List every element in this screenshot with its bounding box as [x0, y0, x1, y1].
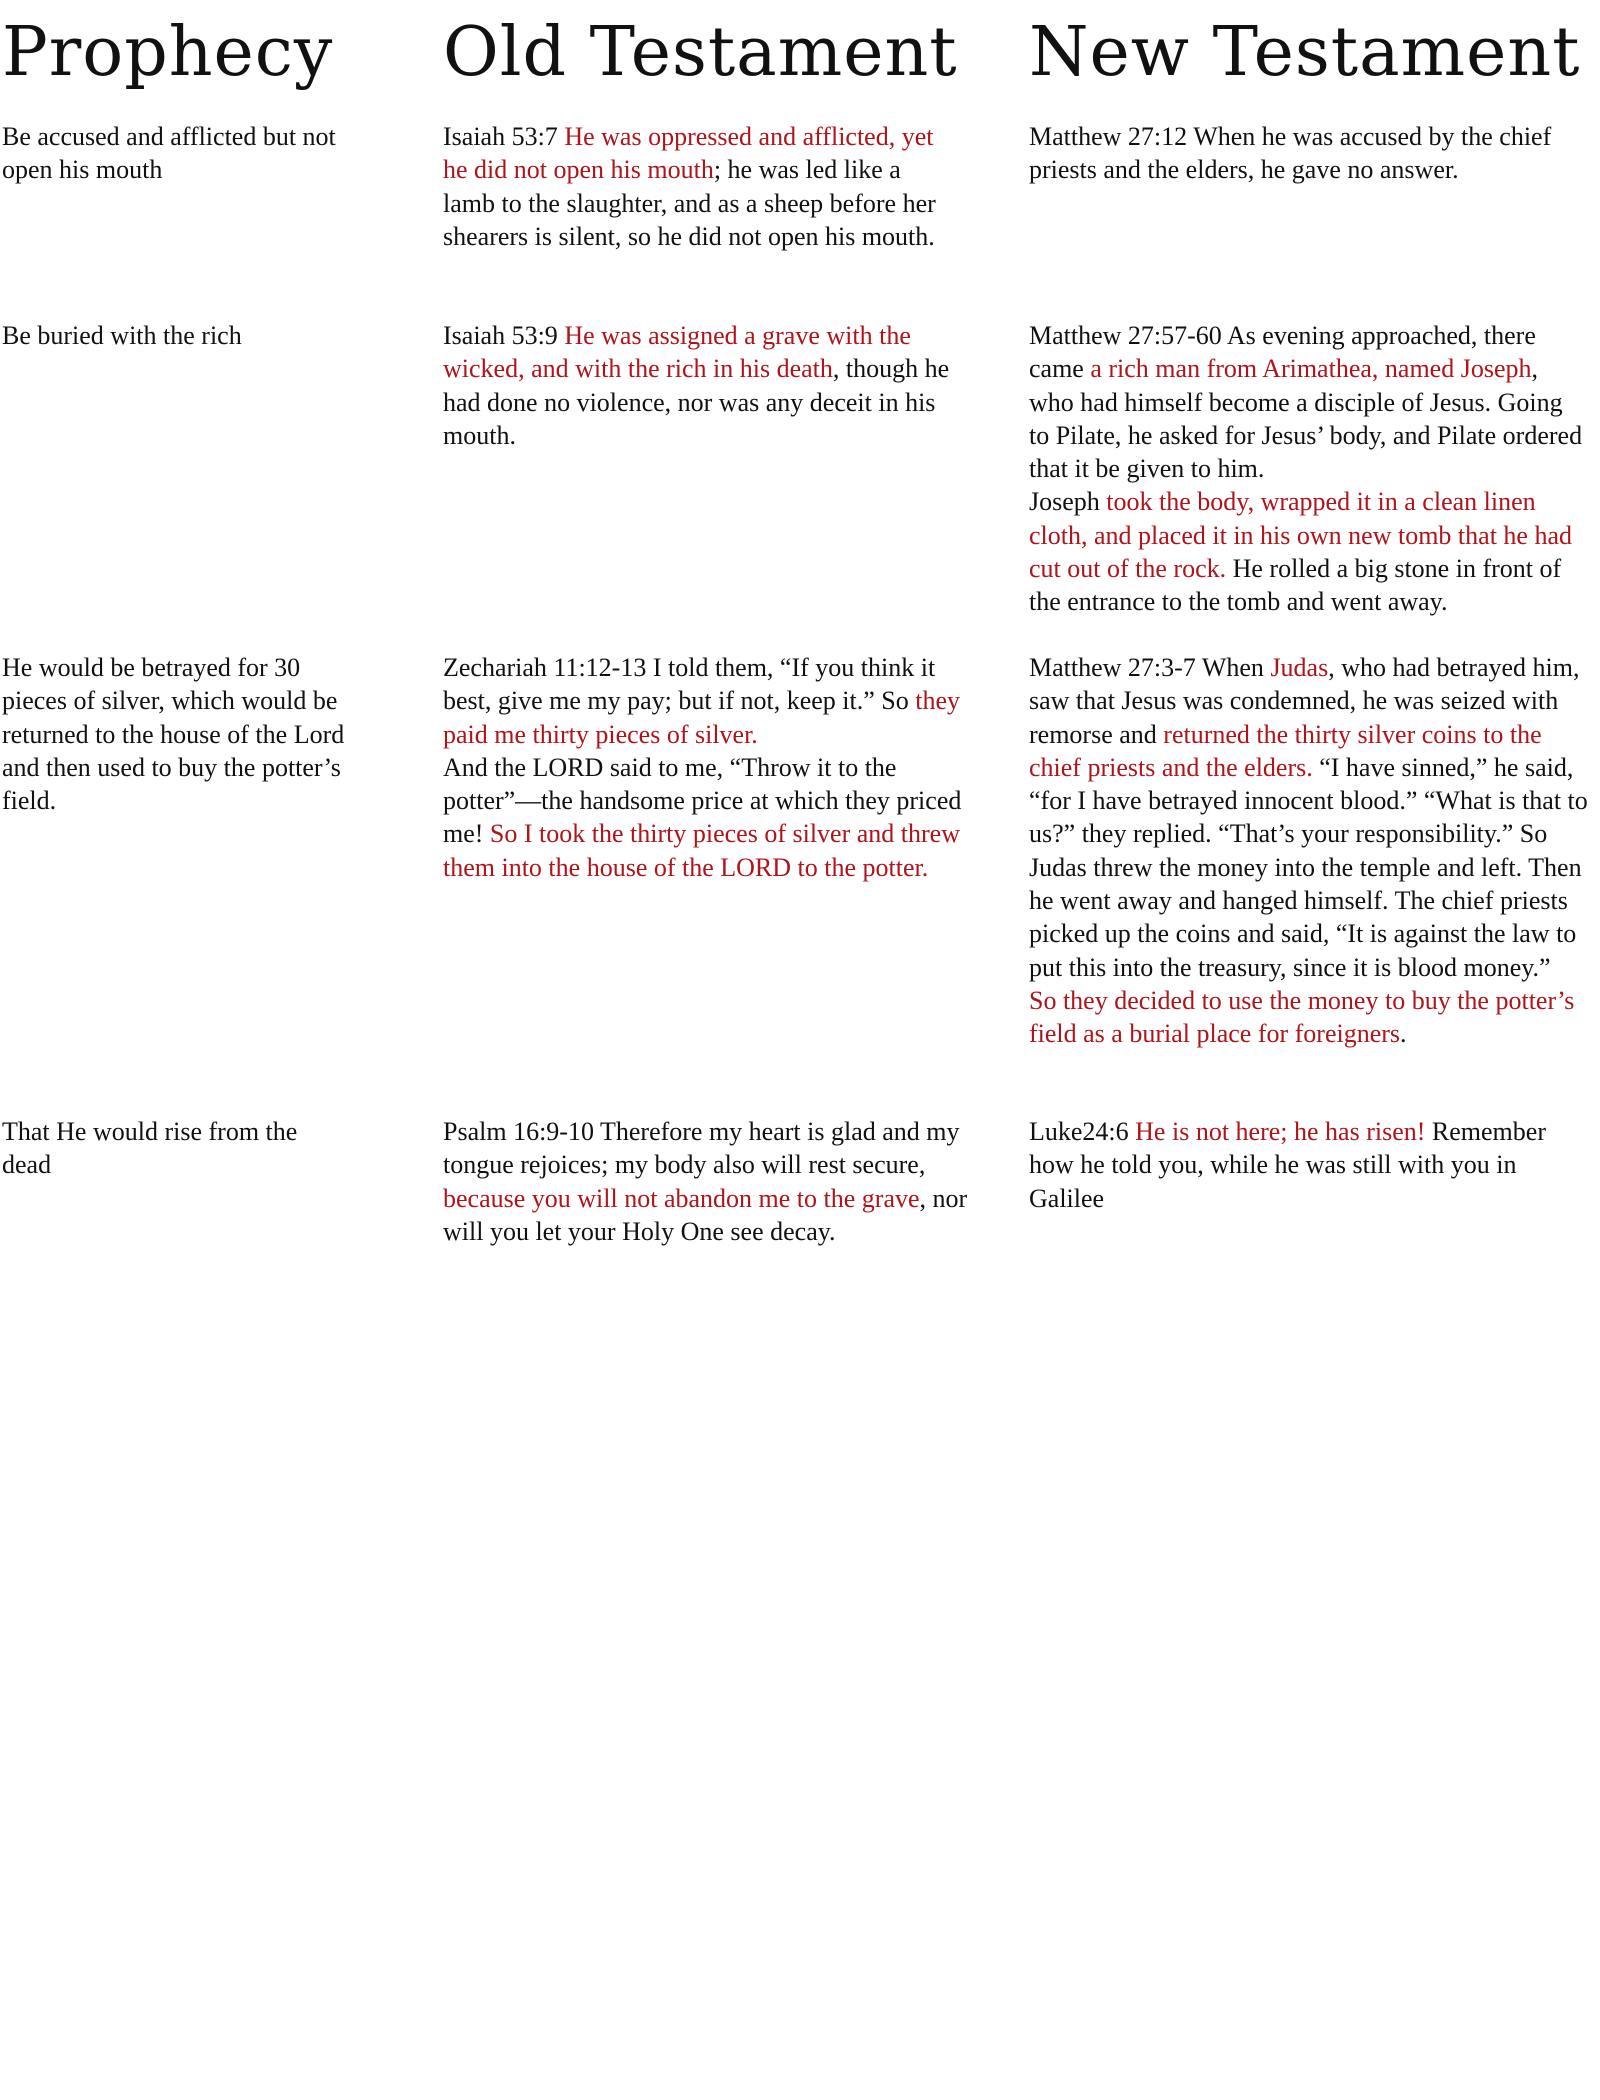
old-testament-heading: Old Testament: [443, 13, 958, 92]
prophecy-cell: [2, 651, 352, 817]
prophecy-text: Be accused and afflicted but not open his mouth: [2, 122, 336, 185]
verse-text: Joseph: [1029, 487, 1100, 517]
highlighted-text: a rich man from Arimathea, named Joseph: [1090, 354, 1532, 384]
verse-reference: Isaiah 53:7: [443, 122, 558, 151]
prophecy-cell: [2, 319, 372, 352]
prophecy-heading: Prophecy: [2, 13, 334, 92]
verse-reference: Zechariah 11:12-13: [443, 653, 647, 682]
verse-text: , who had himself become a disciple of Jesus. Going to Pilate, he asked for Jesus’ body, and Pilate ordered that it be given to him.: [1029, 354, 1583, 484]
verse-reference: Matthew 27:3-7: [1029, 653, 1196, 682]
prophecy-text: That He would rise from the dead: [2, 1117, 298, 1180]
verse-reference: Matthew 27:12: [1029, 122, 1188, 151]
verse-reference: Luke24:6: [1029, 1117, 1129, 1146]
highlighted-text: So they decided to use the money to buy the potter’s field as a burial place for foreigners: [1029, 985, 1575, 1049]
verse-text: And the LORD said to me, “Throw it to the potter”—the handsome price at which they priced me!: [443, 752, 962, 849]
highlighted-text: because you will not abandon me to the grave: [443, 1183, 920, 1213]
prophecy-cell: [2, 120, 372, 187]
verse-text: He rolled a big stone in front of the entrance to the tomb and went away.: [1029, 554, 1562, 617]
verse-reference: Matthew 27:57-60: [1029, 321, 1222, 350]
verse-text: ; he was led like a lamb to the slaughter, and as a sheep before her shearers is silent, so he did not open his mouth.: [443, 155, 936, 251]
verse-text: Remember how he told you, while he was still with you in Galilee: [1029, 1117, 1546, 1213]
verse-text: When: [1201, 653, 1264, 682]
verse-text: “I have sinned,” he said, “for I have betrayed innocent blood.” “What is that to us?” they replied. “That’s your responsibility.” So Judas threw the money into the temple and left. Then he went away and hanged himself. The chief priests picked up the coins and said, “It is against the law to put this into the treasury, since it is blood money.”: [1029, 752, 1588, 982]
highlighted-text: He was assigned a grave with the wicked, and with the rich in his death: [443, 321, 911, 384]
verse-text: I told them, “If you think it best, give me my pay; but if not, keep it.” So: [443, 653, 936, 716]
highlighted-text: Judas: [1270, 653, 1329, 682]
highlighted-text: took the body, wrapped it in a clean linen cloth, and placed it in his own new tomb that he had cut out of the rock.: [1029, 487, 1572, 584]
verse-text: , though he had done no violence, nor was any deceit in his mouth.: [443, 354, 950, 450]
highlighted-text: they paid me thirty pieces of silver.: [443, 686, 961, 749]
verse-text: As evening approached, there came: [1029, 321, 1536, 384]
verse-text: Therefore my heart is glad and my tongue rejoices; my body also will rest secure,: [443, 1117, 960, 1180]
old-testament-cell: [443, 651, 983, 884]
old-testament-cell: [443, 319, 983, 452]
verse-reference: Psalm 16:9-10: [443, 1117, 594, 1146]
highlighted-text: He is not here; he has risen!: [1135, 1117, 1426, 1146]
prophecy-cell: [2, 1115, 352, 1182]
verse-text: .: [1400, 1019, 1407, 1049]
new-testament-heading: New Testament: [1029, 13, 1581, 92]
old-testament-cell: [443, 120, 943, 253]
highlighted-text: He was oppressed and afflicted, yet he did not open his mouth: [443, 122, 934, 185]
verse-reference: Isaiah 53:9: [443, 321, 558, 350]
prophecy-text: He would be betrayed for 30 pieces of silver, which would be returned to the house of the Lord and then used to buy the potter’s field.: [2, 653, 345, 816]
new-testament-cell: [1029, 120, 1589, 187]
column-headers: [0, 8, 1600, 118]
new-testament-cell: [1029, 319, 1589, 619]
verse-text: When he was accused by the chief priests and the elders, he gave no answer.: [1029, 122, 1552, 185]
new-testament-cell: [1029, 1115, 1589, 1215]
verse-text: , who had betrayed him, saw that Jesus was condemned, he was seized with remorse and: [1029, 653, 1580, 749]
verse-text: , nor will you let your Holy One see decay.: [443, 1183, 968, 1246]
highlighted-text: So I took the thirty pieces of silver and threw them into the house of the LORD to the potter.: [443, 819, 960, 882]
highlighted-text: returned the thirty silver coins to the chief priests and the elders.: [1029, 719, 1542, 782]
prophecy-text: Be buried with the rich: [2, 321, 242, 350]
old-testament-cell: [443, 1115, 988, 1248]
new-testament-cell: [1029, 651, 1589, 1051]
